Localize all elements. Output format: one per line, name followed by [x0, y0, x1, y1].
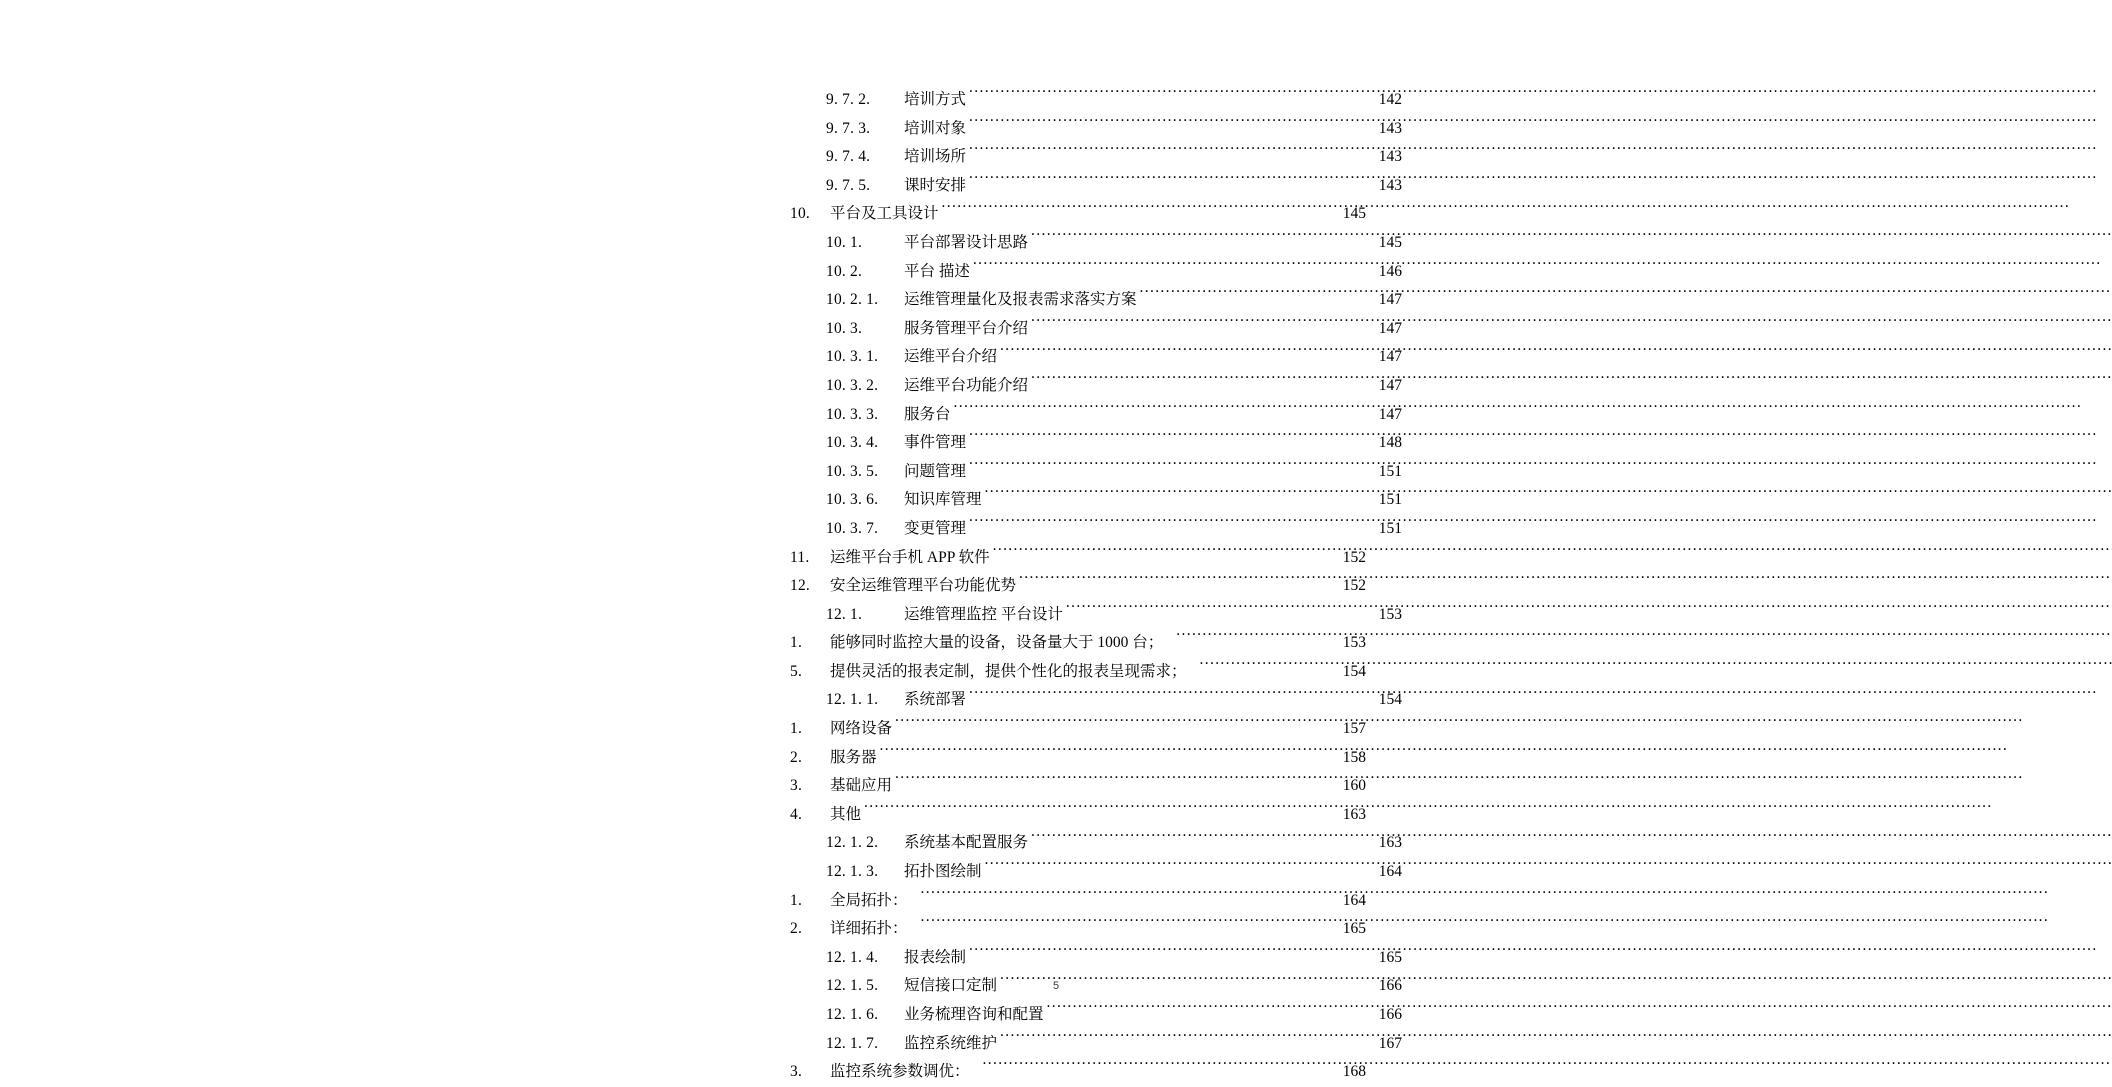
toc-entry-page-number: 153: [1342, 634, 1366, 652]
toc-entry-page-number: 154: [1378, 691, 1402, 709]
toc-entry-title: 课时安排: [904, 176, 967, 194]
toc-dot-leader: [969, 117, 1370, 133]
toc-dot-leader: [1031, 832, 1370, 848]
toc-entry-number: 12. 1. 2.: [826, 834, 879, 852]
toc-dot-leader: [942, 203, 1334, 219]
toc-entry-number: 4.: [790, 805, 803, 823]
toc-entry-title: 服务器: [830, 748, 877, 766]
toc-entry-title: 培训对象: [904, 119, 967, 137]
page-number-footer: 5: [1052, 980, 1060, 992]
toc-entry-page-number: 160: [1342, 777, 1366, 795]
toc-entry-page-number: 154: [1342, 662, 1366, 680]
toc-entry-title: 能够同时监控大量的设备，设备量大于 1000 台；: [830, 634, 1164, 652]
toc-dot-leader: [954, 403, 1370, 419]
toc-dot-leader: [969, 460, 1370, 476]
toc-dot-leader: [921, 918, 1334, 934]
toc-entry-number: 11.: [790, 548, 810, 566]
toc-entry-number: 2.: [790, 920, 803, 938]
toc-entry-number: 12. 1. 7.: [826, 1034, 879, 1052]
toc-dot-leader: [1000, 1032, 1370, 1048]
toc-entry-page-number: 168: [1342, 1063, 1366, 1081]
toc-entry-title: 平台部署设计思路: [904, 233, 1029, 251]
toc-entry-page-number: 164: [1378, 863, 1402, 881]
toc-dot-leader: [985, 489, 1370, 505]
toc-entry[interactable]: [768, 1058, 1366, 1087]
toc-dot-leader: [1031, 317, 1370, 333]
toc-dot-leader: [985, 861, 1370, 877]
toc-entry-number: 12. 1. 3.: [826, 863, 879, 881]
toc-entry-page-number: 147: [1378, 291, 1402, 309]
toc-entry-number: 12. 1. 5.: [826, 977, 879, 995]
toc-entry-page-number: 151: [1378, 519, 1402, 537]
toc-entry-title: 业务梳理咨询和配置: [904, 1006, 1044, 1023]
toc-entry-number: 10. 3. 3.: [826, 405, 879, 423]
toc-entry-title: 网络设备: [830, 720, 893, 738]
toc-entry-page-number: 166: [1378, 1006, 1402, 1023]
toc-entry-title: 安全运维管理平台功能优势: [830, 577, 1017, 595]
toc-entry-page-number: 151: [1378, 491, 1402, 509]
toc-dot-leader: [880, 746, 1334, 762]
toc-dot-leader: [969, 146, 1370, 162]
toc-dot-leader: [1200, 660, 1334, 676]
toc-entry-title: 拓扑图绘制: [904, 863, 982, 881]
toc-entry-title: 运维平台功能介绍: [904, 376, 1029, 394]
toc-entry-number: 5.: [790, 662, 803, 680]
toc-entry-number: 10. 3. 5.: [826, 462, 879, 480]
toc-entry-title: 服务管理平台介绍: [904, 319, 1029, 337]
toc-dot-leader: [1000, 346, 1370, 362]
toc-dot-leader: [969, 174, 1370, 190]
toc-entry-title: 全局拓扑：: [830, 891, 908, 909]
toc-entry-title: 系统基本配置服务: [904, 834, 1029, 852]
toc-entry-number: 3.: [790, 777, 803, 795]
toc-dot-leader: [895, 718, 1334, 734]
toc-entry-page-number: 157: [1342, 720, 1366, 738]
toc-entry-title: 平台 描述: [904, 262, 970, 280]
toc-dot-leader: [864, 803, 1334, 819]
toc-entry-number: 1.: [790, 634, 803, 652]
toc-dot-leader: [895, 775, 1334, 791]
toc-entry-number: 10. 3. 7.: [826, 519, 879, 537]
toc-entry-page-number: 145: [1342, 205, 1366, 223]
toc-entry-title: 变更管理: [904, 519, 967, 537]
toc-entry-number: 10. 2.: [826, 262, 863, 280]
toc-entry-number: 12. 1.: [826, 605, 863, 623]
toc-entry-page-number: 147: [1378, 405, 1402, 423]
toc-dot-leader: [969, 946, 1370, 962]
toc-entry-number: 10. 3. 4.: [826, 434, 879, 452]
toc-entry-number: 10. 2. 1.: [826, 291, 879, 309]
toc-dot-leader: [969, 89, 1370, 105]
toc-dot-leader: [1019, 575, 1334, 591]
toc-entry-title: 运维管理量化及报表需求落实方案: [904, 291, 1137, 309]
toc-entry-number: 10. 3. 1.: [826, 348, 879, 366]
toc-entry-page-number: 142: [1378, 91, 1402, 108]
toc-dot-leader: [969, 432, 1370, 448]
toc-entry-number: 1.: [790, 891, 803, 909]
toc-entry-title: 短信接口定制: [904, 977, 998, 995]
toc-entry-page-number: 143: [1378, 119, 1402, 137]
toc-dot-leader: [993, 546, 1334, 562]
toc-entry-page-number: 158: [1342, 748, 1366, 766]
toc-entry-title: 其他: [830, 805, 862, 823]
toc-entry-title: 培训场所: [904, 148, 967, 166]
toc-entry-page-number: 163: [1342, 805, 1366, 823]
toc-entry-page-number: 143: [1378, 176, 1402, 194]
toc-entry-number: 9. 7. 5.: [826, 176, 871, 194]
toc-entry-page-number: 151: [1378, 462, 1402, 480]
toc-entry-title: 报表绘制: [904, 948, 967, 966]
toc-entry-title: 培训方式: [904, 91, 967, 108]
toc-entry-number: 12. 1. 1.: [826, 691, 879, 709]
toc-entry-title: 事件管理: [904, 434, 967, 452]
toc-entry-title: 提供灵活的报表定制，提供个性化的报表呈现需求；: [830, 662, 1187, 680]
toc-entry-title: 监控系统维护: [904, 1034, 998, 1052]
toc-dot-leader: [1031, 374, 1370, 390]
toc-entry-title: 服务台: [904, 405, 951, 423]
toc-entry-number: 9. 7. 2.: [826, 91, 871, 108]
toc-entry-title: 运维平台手机 APP 软件: [830, 548, 990, 566]
toc-entry-page-number: 153: [1378, 605, 1402, 623]
toc-entry-number: 10. 1.: [826, 233, 863, 251]
toc-dot-leader: [1031, 231, 1370, 247]
toc-entry-title: 运维平台介绍: [904, 348, 998, 366]
toc-entry-number: 10. 3. 6.: [826, 491, 879, 509]
toc-entry-title: 知识库管理: [904, 491, 982, 509]
toc-entry-number: 1.: [790, 720, 803, 738]
toc-entry-title: 系统部署: [904, 691, 967, 709]
toc-entry-number: 9. 7. 3.: [826, 119, 871, 137]
toc-entry-page-number: 165: [1378, 948, 1402, 966]
toc-entry-page-number: 146: [1378, 262, 1402, 280]
toc-entry-number: 10. 3. 2.: [826, 376, 879, 394]
toc-dot-leader: [983, 1061, 1334, 1077]
toc-entry-page-number: 147: [1378, 348, 1402, 366]
toc-entry-title: 监控系统参数调优：: [830, 1063, 970, 1081]
toc-dot-leader: [1047, 1004, 1370, 1020]
toc-entry-page-number: 167: [1378, 1034, 1402, 1052]
toc-entry-title: 问题管理: [904, 462, 967, 480]
toc-entry-page-number: 163: [1378, 834, 1402, 852]
toc-entry-page-number: 145: [1378, 233, 1402, 251]
toc-entry-page-number: 165: [1342, 920, 1366, 938]
toc-dot-leader: [1176, 632, 1334, 648]
toc-entry-title: 基础应用: [830, 777, 893, 795]
toc-entry-page-number: 152: [1342, 577, 1366, 595]
toc-entry-page-number: 148: [1378, 434, 1402, 452]
toc-entry-number: 10.: [790, 205, 810, 223]
toc-entry-page-number: 164: [1342, 891, 1366, 909]
toc-entry-number: 9. 7. 4.: [826, 148, 871, 166]
toc-entry-number: 2.: [790, 748, 803, 766]
toc-dot-leader: [1140, 289, 1370, 305]
toc-entry-page-number: 147: [1378, 376, 1402, 394]
toc-entry-page-number: 166: [1378, 977, 1402, 995]
toc-entry-number: 12. 1. 6.: [826, 1006, 879, 1023]
toc-entry-number: 12. 1. 4.: [826, 948, 879, 966]
toc-entry-number: 12.: [790, 577, 810, 595]
toc-entry-title: 详细拓扑：: [830, 920, 908, 938]
toc-dot-leader: [969, 689, 1370, 705]
table-of-contents: [768, 86, 1402, 1087]
toc-entry-title: 运维管理监控 平台设计: [904, 605, 1063, 623]
toc-entry-title: 平台及工具设计: [830, 205, 939, 223]
toc-entry-page-number: 143: [1378, 148, 1402, 166]
toc-entry-number: 10. 3.: [826, 319, 863, 337]
toc-entry-page-number: 152: [1342, 548, 1366, 566]
toc-dot-leader: [1066, 603, 1370, 619]
toc-entry-number: 3.: [790, 1063, 803, 1081]
document-page: [648, 0, 1464, 1081]
toc-entry-page-number: 147: [1378, 319, 1402, 337]
toc-dot-leader: [969, 517, 1370, 533]
toc-dot-leader: [921, 889, 1334, 905]
toc-dot-leader: [973, 260, 1370, 276]
